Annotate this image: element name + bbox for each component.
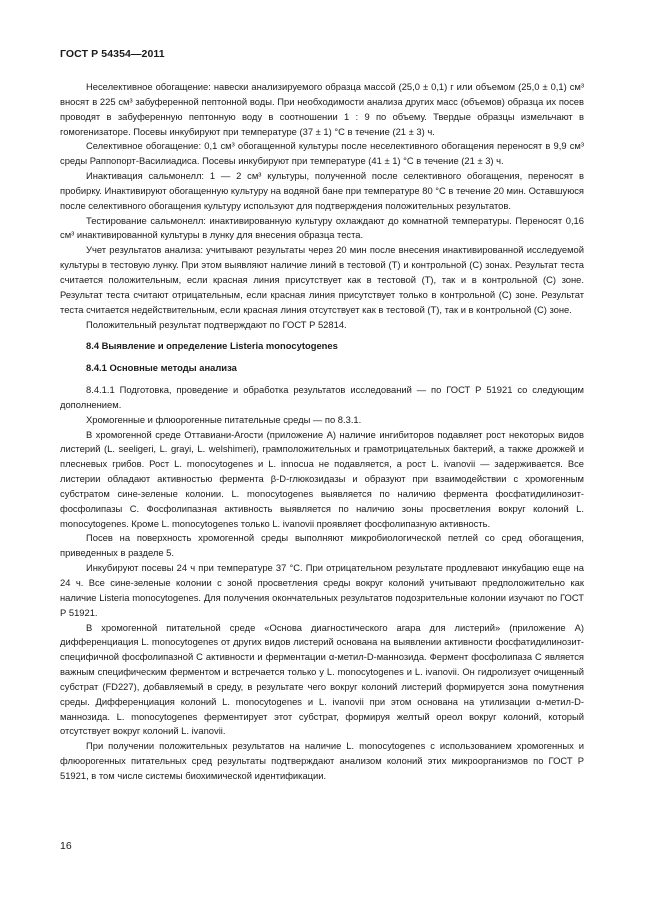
paragraph: Тестирование сальмонелл: инактивированную культуру охлаждают до комнатной температуры. Переносят 0,16 см³ инактивированной культуры в лунку для внесения образца теста. [60, 214, 584, 241]
document-body [60, 80, 584, 784]
paragraph: Учет результатов анализа: учитывают результаты через 20 мин после внесения инактивированной исследуемой культуры в тестовую лунку. При этом выявляют наличие линий в тестовой (Т) и контрольной (С) зонах. Результат теста считается положительным, если красная линия присутствует как в тестовой (Т), так и в контрольной (С) зоне. Результат теста считают отрицательным, если красная линия присутствует только в контрольной (С) зоне. Результат теста считается недействительным, если красная линия отсутствует как в тестовой (Т), так и в контрольной (С) зоне. [60, 244, 584, 315]
paragraph: Посев на поверхность хромогенной среды выполняют микробиологической петлей со сред обогащения, приведенных в разделе 5. [60, 532, 584, 559]
paragraph: Селективное обогащение: 0,1 см³ обогащенной культуры после неселективного обогащения переносят в 9,9 см³ среды Раппопорт-Василиадиса. Посевы инкубируют при температуре (41 ± 1) °С в течение (21 ± 3) ч. [60, 140, 584, 167]
paragraph: 8.4.1.1 Подготовка, проведение и обработка результатов исследований — по ГОСТ Р 51921 со следующим дополнением. [60, 384, 584, 410]
page-number: 16 [60, 840, 72, 852]
paragraph: Инкубируют посевы 24 ч при температуре 37 °С. При отрицательном результате продлевают инкубацию еще на 24 ч. Все сине-зеленые колонии с зоной просветления среды вокруг колоний учитывают предположительно как наличие Listeria monocytogenes. Для получения окончательных результатов подозрительные колонии изучают по ГОСТ Р 51921. [60, 562, 584, 618]
subsection-heading: 8.4.1 Основные методы анализа [86, 362, 237, 374]
paragraph: В хромогенной среде Оттавиани-Агости (приложение А) наличие ингибиторов подавляет рост некоторых видов листерий (L. seeligeri, L. grayi, L. welshimeri), грамположительных и грамотрицательных бактерий, а также дрожжей и плесневых грибов. Рост L. monocytogenes и L. innocua не подавляется, а рост L. ivanovii — задерживается. Все листерии обладают активностью фермента β-D-глюкозидазы и образуют при взаимодействии с хромогенным субстратом сине-зеленые колонии. L. monocytogenes выявляется по наличию фермента фосфатидилинозит-фосфолипазы С. Фосфолипазная активность выявляется по наличию зоны просветления вокруг колоний L. monocytogenes. Кроме L. monocytogenes только L. ivanovii проявляет фосфолипазную активность. [60, 428, 584, 529]
paragraph: При получении положительных результатов на наличие L. monocytogenes с использованием хромогенных и флюорогенных питательных сред результаты подтверждают анализом колоний этих микроорганизмов по ГОСТ Р 51921, в том числе системы биохимической идентификации. [60, 740, 584, 781]
paragraph: Инактивация сальмонелл: 1 — 2 см³ культуры, полученной после селективного обогащения, переносят в пробирку. Инактивируют обогащенную культуру на водяной бане при температуре 80 °С в течение 20 мин. Оставшуюся после селективного обогащения культуру используют для подтверждения положительных результатов. [60, 170, 584, 211]
paragraph: Хромогенные и флюорогенные питательные среды — по 8.3.1. [86, 413, 362, 425]
paragraph: Положительный результат подтверждают по ГОСТ Р 52814. [86, 318, 347, 330]
section-heading: 8.4 Выявление и определение Listeria monocytogenes [86, 340, 338, 352]
paragraph: В хромогенной питательной среде «Основа диагностического агара для листерий» (приложение А) дифференциация L. monocytogenes от других видов листерий основана на выявлении активности фосфатидилинозит-специфичной фосфолипазной С активности и ферментации α-метил-D-маннозида. Фермент фосфолипаза С является важным специфическим ферментом и встречается только у L. monocytogenes и L. ivanovii. Он гидролизует очищенный субстрат (FD227), добавляемый в среду, в результате чего вокруг колоний листерий формируется зона помутнения среды. Дифференциация колоний L. monocytogenes и L. ivanovii при этом основана на утилизации α-метил-D-маннозида. L. monocytogenes ферментирует этот субстрат, формируя желтый ореол вокруг колоний, который отсутствует вокруг колоний L. ivanovii. [60, 621, 584, 737]
paragraph: Неселективное обогащение: навески анализируемого образца массой (25,0 ± 0,1) г или объемом (25,0 ± 0,1) см³ вносят в 225 см³ забуференной пептонной воды. При необходимости анализа других масс (объемов) образца их посев проводят в забуференную пептонную воду в соотношении 1 : 9 по объему. Твердые образцы измельчают в гомогенизаторе. Посевы инкубируют при температуре (37 ± 1) °С в течение (21 ± 3) ч. [60, 81, 584, 137]
document-header: ГОСТ Р 54354—2011 [60, 48, 165, 60]
